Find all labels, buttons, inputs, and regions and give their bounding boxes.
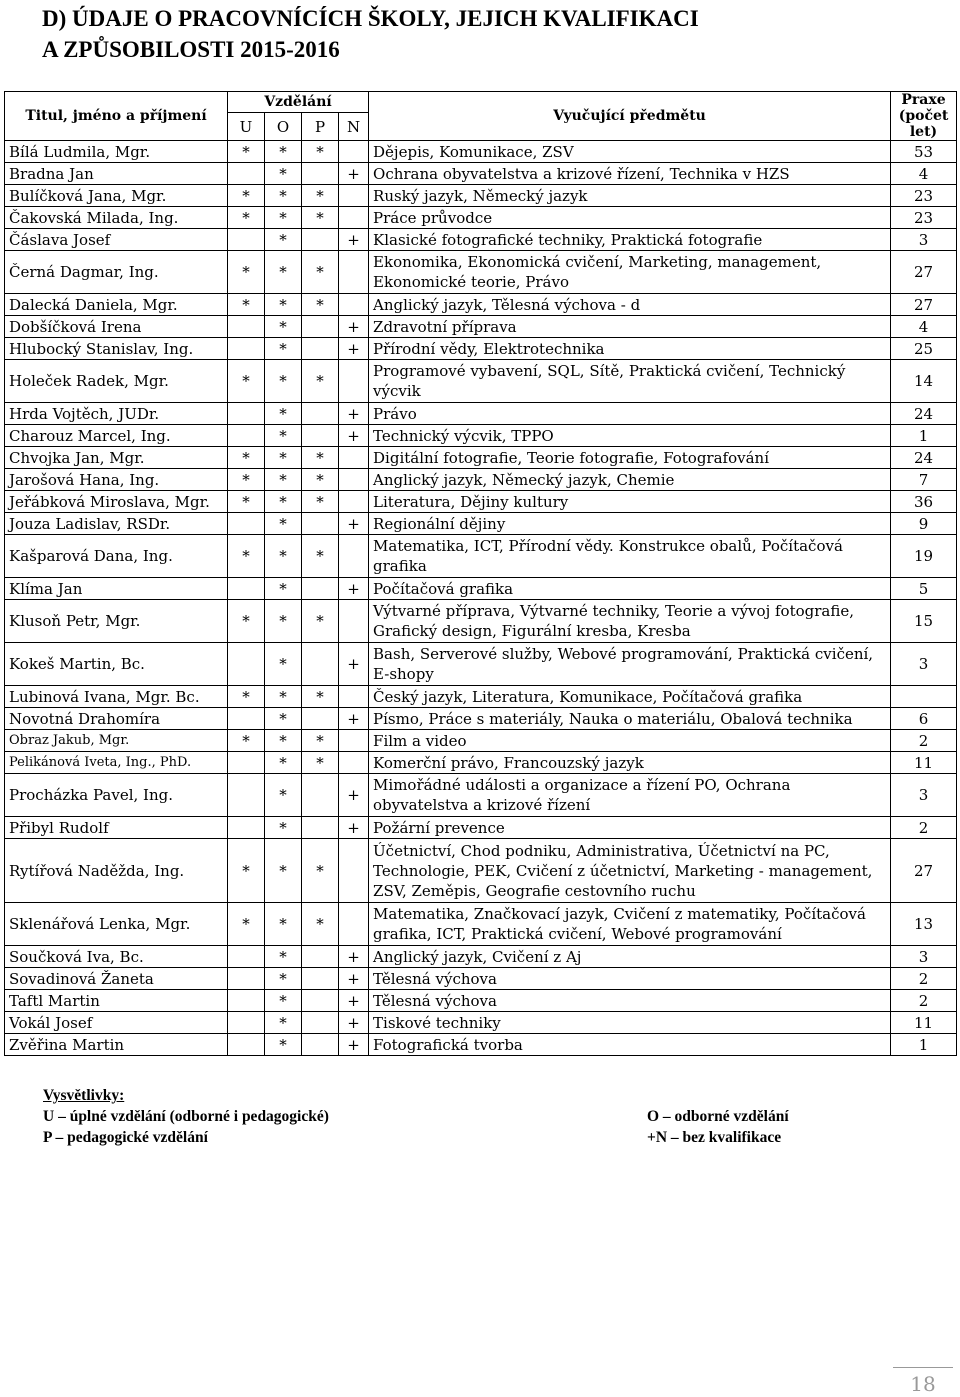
table-body	[5, 141, 957, 1056]
cell-o: *	[265, 294, 302, 316]
cell-o: *	[265, 513, 302, 535]
cell-praxe: 2	[891, 990, 957, 1012]
cell-praxe: 11	[891, 1012, 957, 1034]
cell-u: *	[228, 491, 265, 513]
page-number-rule	[893, 1367, 953, 1368]
table-row	[5, 447, 957, 469]
legend-heading: Vysvětlivky:	[43, 1087, 125, 1104]
cell-praxe	[891, 686, 957, 708]
cell-name: Bradna Jan	[5, 163, 228, 185]
cell-subjects: Digitální fotografie, Teorie fotografie, Fotografování	[369, 447, 891, 469]
cell-p	[302, 968, 339, 990]
cell-praxe: 3	[891, 643, 957, 686]
cell-p	[302, 1034, 339, 1056]
cell-p: *	[302, 447, 339, 469]
cell-praxe: 25	[891, 338, 957, 360]
cell-p: *	[302, 185, 339, 207]
cell-praxe: 6	[891, 708, 957, 730]
table-row	[5, 360, 957, 403]
table-row	[5, 207, 957, 229]
cell-subjects: Práce průvodce	[369, 207, 891, 229]
cell-n	[339, 600, 369, 643]
cell-subjects: Matematika, ICT, Přírodní vědy. Konstrukce obalů, Počítačová grafika	[369, 535, 891, 578]
cell-o: *	[265, 578, 302, 600]
table-row	[5, 817, 957, 839]
cell-subjects: Anglický jazyk, Tělesná výchova - d	[369, 294, 891, 316]
cell-name: Zvěřina Martin	[5, 1034, 228, 1056]
header-subjects: Vyučující předmětu	[369, 92, 891, 141]
cell-subjects: Klasické fotografické techniky, Praktická fotografie	[369, 229, 891, 251]
cell-name: Bílá Ludmila, Mgr.	[5, 141, 228, 163]
cell-o: *	[265, 946, 302, 968]
cell-n: +	[339, 708, 369, 730]
table-row	[5, 990, 957, 1012]
cell-p: *	[302, 294, 339, 316]
cell-u: *	[228, 730, 265, 752]
cell-praxe: 14	[891, 360, 957, 403]
header-praxe	[891, 92, 957, 141]
cell-praxe: 4	[891, 316, 957, 338]
cell-praxe: 4	[891, 163, 957, 185]
cell-o: *	[265, 1034, 302, 1056]
table-row	[5, 513, 957, 535]
cell-subjects: Tělesná výchova	[369, 968, 891, 990]
cell-u	[228, 643, 265, 686]
cell-name: Kokeš Martin, Bc.	[5, 643, 228, 686]
cell-p	[302, 229, 339, 251]
cell-n: +	[339, 513, 369, 535]
table-row	[5, 403, 957, 425]
cell-p: *	[302, 535, 339, 578]
table-row	[5, 1012, 957, 1034]
cell-n: +	[339, 338, 369, 360]
cell-n	[339, 251, 369, 294]
cell-o: *	[265, 600, 302, 643]
cell-praxe: 2	[891, 817, 957, 839]
cell-n: +	[339, 968, 369, 990]
cell-p: *	[302, 752, 339, 774]
cell-name: Lubinová Ivana, Mgr. Bc.	[5, 686, 228, 708]
cell-n	[339, 447, 369, 469]
table-row	[5, 686, 957, 708]
table-row	[5, 578, 957, 600]
table-row	[5, 316, 957, 338]
cell-u	[228, 578, 265, 600]
cell-u	[228, 425, 265, 447]
cell-u	[228, 338, 265, 360]
cell-o: *	[265, 752, 302, 774]
staff-table	[4, 91, 957, 1056]
cell-subjects: Ruský jazyk, Německý jazyk	[369, 185, 891, 207]
cell-n: +	[339, 229, 369, 251]
cell-u	[228, 163, 265, 185]
cell-n	[339, 839, 369, 903]
cell-p	[302, 774, 339, 817]
cell-p: *	[302, 686, 339, 708]
cell-u: *	[228, 294, 265, 316]
cell-name: Klíma Jan	[5, 578, 228, 600]
page-number: 18	[910, 1372, 936, 1396]
cell-o: *	[265, 447, 302, 469]
cell-o: *	[265, 229, 302, 251]
cell-praxe: 24	[891, 447, 957, 469]
table-row	[5, 163, 957, 185]
table-row	[5, 185, 957, 207]
header-u: U	[228, 113, 265, 141]
header-n: N	[339, 113, 369, 141]
table-row	[5, 708, 957, 730]
cell-name: Taftl Martin	[5, 990, 228, 1012]
document-title	[42, 3, 699, 65]
cell-name: Novotná Drahomíra	[5, 708, 228, 730]
cell-n: +	[339, 990, 369, 1012]
cell-n: +	[339, 817, 369, 839]
cell-subjects: Přírodní vědy, Elektrotechnika	[369, 338, 891, 360]
cell-name: Hrda Vojtěch, JUDr.	[5, 403, 228, 425]
cell-u	[228, 403, 265, 425]
header-education: Vzdělání	[228, 92, 369, 113]
cell-u	[228, 968, 265, 990]
cell-p	[302, 316, 339, 338]
table-row	[5, 229, 957, 251]
cell-name: Sovadinová Žaneta	[5, 968, 228, 990]
cell-u: *	[228, 141, 265, 163]
cell-name: Charouz Marcel, Ing.	[5, 425, 228, 447]
cell-name: Jeřábková Miroslava, Mgr.	[5, 491, 228, 513]
cell-subjects: Bash, Serverové služby, Webové programování, Praktická cvičení, E-shopy	[369, 643, 891, 686]
cell-p: *	[302, 600, 339, 643]
cell-u	[228, 229, 265, 251]
cell-o: *	[265, 968, 302, 990]
cell-subjects: Matematika, Značkovací jazyk, Cvičení z matematiky, Počítačová grafika, ICT, Praktická cvičení, Webové programování	[369, 903, 891, 946]
cell-p: *	[302, 491, 339, 513]
cell-name: Čakovská Milada, Ing.	[5, 207, 228, 229]
header-o: O	[265, 113, 302, 141]
cell-name: Klusoň Petr, Mgr.	[5, 600, 228, 643]
cell-praxe: 23	[891, 207, 957, 229]
cell-subjects: Literatura, Dějiny kultury	[369, 491, 891, 513]
table-header	[5, 92, 957, 141]
cell-u	[228, 774, 265, 817]
cell-o: *	[265, 1012, 302, 1034]
cell-praxe: 5	[891, 578, 957, 600]
cell-n	[339, 491, 369, 513]
cell-praxe: 7	[891, 469, 957, 491]
legend-p: P – pedagogické vzdělání	[43, 1129, 208, 1146]
table-row	[5, 730, 957, 752]
cell-praxe: 11	[891, 752, 957, 774]
cell-n	[339, 535, 369, 578]
cell-name: Hlubocký Stanislav, Ing.	[5, 338, 228, 360]
cell-u	[228, 316, 265, 338]
cell-o: *	[265, 403, 302, 425]
cell-p	[302, 513, 339, 535]
cell-u: *	[228, 903, 265, 946]
cell-o: *	[265, 730, 302, 752]
table-row	[5, 469, 957, 491]
cell-name: Holeček Radek, Mgr.	[5, 360, 228, 403]
cell-n	[339, 730, 369, 752]
table-row	[5, 752, 957, 774]
cell-u	[228, 1012, 265, 1034]
legend-u: U – úplné vzdělání (odborné i pedagogické)	[43, 1108, 329, 1125]
header-name: Titul, jméno a příjmení	[5, 92, 228, 141]
cell-o: *	[265, 903, 302, 946]
cell-p	[302, 403, 339, 425]
cell-u	[228, 990, 265, 1012]
cell-p: *	[302, 839, 339, 903]
cell-p: *	[302, 360, 339, 403]
cell-praxe: 23	[891, 185, 957, 207]
cell-n	[339, 360, 369, 403]
cell-p	[302, 817, 339, 839]
cell-p: *	[302, 903, 339, 946]
cell-u	[228, 817, 265, 839]
cell-subjects: Výtvarné příprava, Výtvarné techniky, Teorie a vývoj fotografie, Grafický design, Figurální kresba, Kresba	[369, 600, 891, 643]
table-row	[5, 643, 957, 686]
cell-p	[302, 1012, 339, 1034]
cell-o: *	[265, 686, 302, 708]
table-row	[5, 839, 957, 903]
cell-name: Obraz Jakub, Mgr.	[5, 730, 228, 752]
cell-praxe: 27	[891, 294, 957, 316]
cell-praxe: 53	[891, 141, 957, 163]
table-row	[5, 251, 957, 294]
cell-subjects: Regionální dějiny	[369, 513, 891, 535]
header-praxe-line1: Praxe	[901, 92, 946, 108]
cell-praxe: 24	[891, 403, 957, 425]
header-praxe-line3: let)	[909, 124, 938, 140]
cell-praxe: 27	[891, 251, 957, 294]
legend-o: O – odborné vzdělání	[647, 1108, 789, 1125]
cell-name: Čáslava Josef	[5, 229, 228, 251]
table-row	[5, 425, 957, 447]
cell-p: *	[302, 207, 339, 229]
cell-subjects: Ekonomika, Ekonomická cvičení, Marketing, management, Ekonomické teorie, Právo	[369, 251, 891, 294]
cell-o: *	[265, 163, 302, 185]
cell-subjects: Počítačová grafika	[369, 578, 891, 600]
cell-n: +	[339, 316, 369, 338]
cell-u	[228, 946, 265, 968]
cell-u: *	[228, 600, 265, 643]
cell-n: +	[339, 1012, 369, 1034]
cell-o: *	[265, 469, 302, 491]
cell-o: *	[265, 316, 302, 338]
cell-name: Černá Dagmar, Ing.	[5, 251, 228, 294]
cell-n	[339, 185, 369, 207]
cell-u	[228, 708, 265, 730]
cell-n	[339, 752, 369, 774]
cell-p: *	[302, 251, 339, 294]
cell-o: *	[265, 338, 302, 360]
cell-u: *	[228, 469, 265, 491]
cell-n: +	[339, 403, 369, 425]
cell-subjects: Písmo, Práce s materiály, Nauka o materiálu, Obalová technika	[369, 708, 891, 730]
table-row	[5, 946, 957, 968]
cell-name: Procházka Pavel, Ing.	[5, 774, 228, 817]
cell-subjects: Zdravotní příprava	[369, 316, 891, 338]
cell-o: *	[265, 185, 302, 207]
cell-name: Chvojka Jan, Mgr.	[5, 447, 228, 469]
cell-praxe: 27	[891, 839, 957, 903]
cell-subjects: Ochrana obyvatelstva a krizové řízení, Technika v HZS	[369, 163, 891, 185]
cell-subjects: Dějepis, Komunikace, ZSV	[369, 141, 891, 163]
cell-name: Bulíčková Jana, Mgr.	[5, 185, 228, 207]
cell-praxe: 3	[891, 946, 957, 968]
cell-n: +	[339, 425, 369, 447]
table-row	[5, 774, 957, 817]
table-row	[5, 903, 957, 946]
cell-subjects: Tělesná výchova	[369, 990, 891, 1012]
cell-o: *	[265, 251, 302, 294]
cell-praxe: 15	[891, 600, 957, 643]
cell-n	[339, 469, 369, 491]
cell-p	[302, 425, 339, 447]
cell-name: Kašparová Dana, Ing.	[5, 535, 228, 578]
cell-subjects: Účetnictví, Chod podniku, Administrativa, Účetnictví na PC, Technologie, PEK, Cvičení z účetnictví, Marketing - management, ZSV, Zeměpis, Geografie cestovního ruchu	[369, 839, 891, 903]
cell-subjects: Mimořádné události a organizace a řízení PO, Ochrana obyvatelstva a krizové řízení	[369, 774, 891, 817]
cell-subjects: Komerční právo, Francouzský jazyk	[369, 752, 891, 774]
cell-u: *	[228, 360, 265, 403]
cell-subjects: Anglický jazyk, Cvičení z Aj	[369, 946, 891, 968]
cell-name: Součková Iva, Bc.	[5, 946, 228, 968]
header-praxe-line2: (počet	[898, 108, 949, 124]
title-line-1: D) ÚDAJE O PRACOVNÍCÍCH ŠKOLY, JEJICH KVALIFIKACI	[42, 6, 699, 31]
cell-u: *	[228, 686, 265, 708]
cell-name: Jarošová Hana, Ing.	[5, 469, 228, 491]
cell-u: *	[228, 251, 265, 294]
cell-p	[302, 990, 339, 1012]
cell-subjects: Fotografická tvorba	[369, 1034, 891, 1056]
table-row	[5, 535, 957, 578]
cell-p	[302, 163, 339, 185]
cell-p	[302, 643, 339, 686]
cell-u	[228, 1034, 265, 1056]
cell-praxe: 9	[891, 513, 957, 535]
cell-n: +	[339, 163, 369, 185]
table-row	[5, 491, 957, 513]
cell-p: *	[302, 730, 339, 752]
cell-n	[339, 686, 369, 708]
cell-o: *	[265, 535, 302, 578]
cell-praxe: 2	[891, 730, 957, 752]
cell-p: *	[302, 469, 339, 491]
cell-o: *	[265, 708, 302, 730]
cell-o: *	[265, 491, 302, 513]
cell-name: Vokál Josef	[5, 1012, 228, 1034]
cell-subjects: Požární prevence	[369, 817, 891, 839]
cell-name: Dalecká Daniela, Mgr.	[5, 294, 228, 316]
cell-p	[302, 338, 339, 360]
cell-o: *	[265, 990, 302, 1012]
cell-subjects: Tiskové techniky	[369, 1012, 891, 1034]
cell-subjects: Anglický jazyk, Německý jazyk, Chemie	[369, 469, 891, 491]
cell-name: Dobšíčková Irena	[5, 316, 228, 338]
cell-subjects: Právo	[369, 403, 891, 425]
legend	[43, 1085, 329, 1148]
cell-p	[302, 578, 339, 600]
cell-praxe: 13	[891, 903, 957, 946]
table-row	[5, 1034, 957, 1056]
table-row	[5, 141, 957, 163]
table-row	[5, 968, 957, 990]
header-p: P	[302, 113, 339, 141]
cell-subjects: Programové vybavení, SQL, Sítě, Praktická cvičení, Technický výcvik	[369, 360, 891, 403]
cell-praxe: 3	[891, 229, 957, 251]
cell-u: *	[228, 535, 265, 578]
cell-praxe: 1	[891, 425, 957, 447]
cell-praxe: 36	[891, 491, 957, 513]
cell-u: *	[228, 839, 265, 903]
cell-n: +	[339, 578, 369, 600]
cell-u	[228, 513, 265, 535]
cell-o: *	[265, 817, 302, 839]
cell-o: *	[265, 141, 302, 163]
cell-n: +	[339, 946, 369, 968]
cell-praxe: 1	[891, 1034, 957, 1056]
cell-n	[339, 903, 369, 946]
legend-n: +N – bez kvalifikace	[647, 1129, 782, 1146]
cell-name: Přibyl Rudolf	[5, 817, 228, 839]
cell-u: *	[228, 185, 265, 207]
cell-u	[228, 752, 265, 774]
cell-praxe: 2	[891, 968, 957, 990]
cell-n: +	[339, 1034, 369, 1056]
cell-o: *	[265, 360, 302, 403]
cell-o: *	[265, 425, 302, 447]
table-row	[5, 338, 957, 360]
cell-p: *	[302, 141, 339, 163]
cell-p	[302, 708, 339, 730]
cell-n	[339, 294, 369, 316]
cell-n: +	[339, 774, 369, 817]
cell-p	[302, 946, 339, 968]
title-line-2: A ZPŮSOBILOSTI 2015-2016	[42, 37, 340, 62]
cell-o: *	[265, 774, 302, 817]
cell-o: *	[265, 207, 302, 229]
cell-name: Sklenářová Lenka, Mgr.	[5, 903, 228, 946]
cell-o: *	[265, 643, 302, 686]
table-row	[5, 294, 957, 316]
cell-o: *	[265, 839, 302, 903]
cell-subjects: Český jazyk, Literatura, Komunikace, Počítačová grafika	[369, 686, 891, 708]
cell-subjects: Technický výcvik, TPPO	[369, 425, 891, 447]
cell-praxe: 19	[891, 535, 957, 578]
cell-u: *	[228, 447, 265, 469]
legend-right	[647, 1106, 789, 1148]
cell-name: Jouza Ladislav, RSDr.	[5, 513, 228, 535]
cell-n: +	[339, 643, 369, 686]
cell-name: Pelikánová Iveta, Ing., PhD.	[5, 752, 228, 774]
cell-subjects: Film a video	[369, 730, 891, 752]
cell-praxe: 3	[891, 774, 957, 817]
cell-n	[339, 207, 369, 229]
cell-name: Rytířová Naděžda, Ing.	[5, 839, 228, 903]
cell-n	[339, 141, 369, 163]
cell-u: *	[228, 207, 265, 229]
table-row	[5, 600, 957, 643]
